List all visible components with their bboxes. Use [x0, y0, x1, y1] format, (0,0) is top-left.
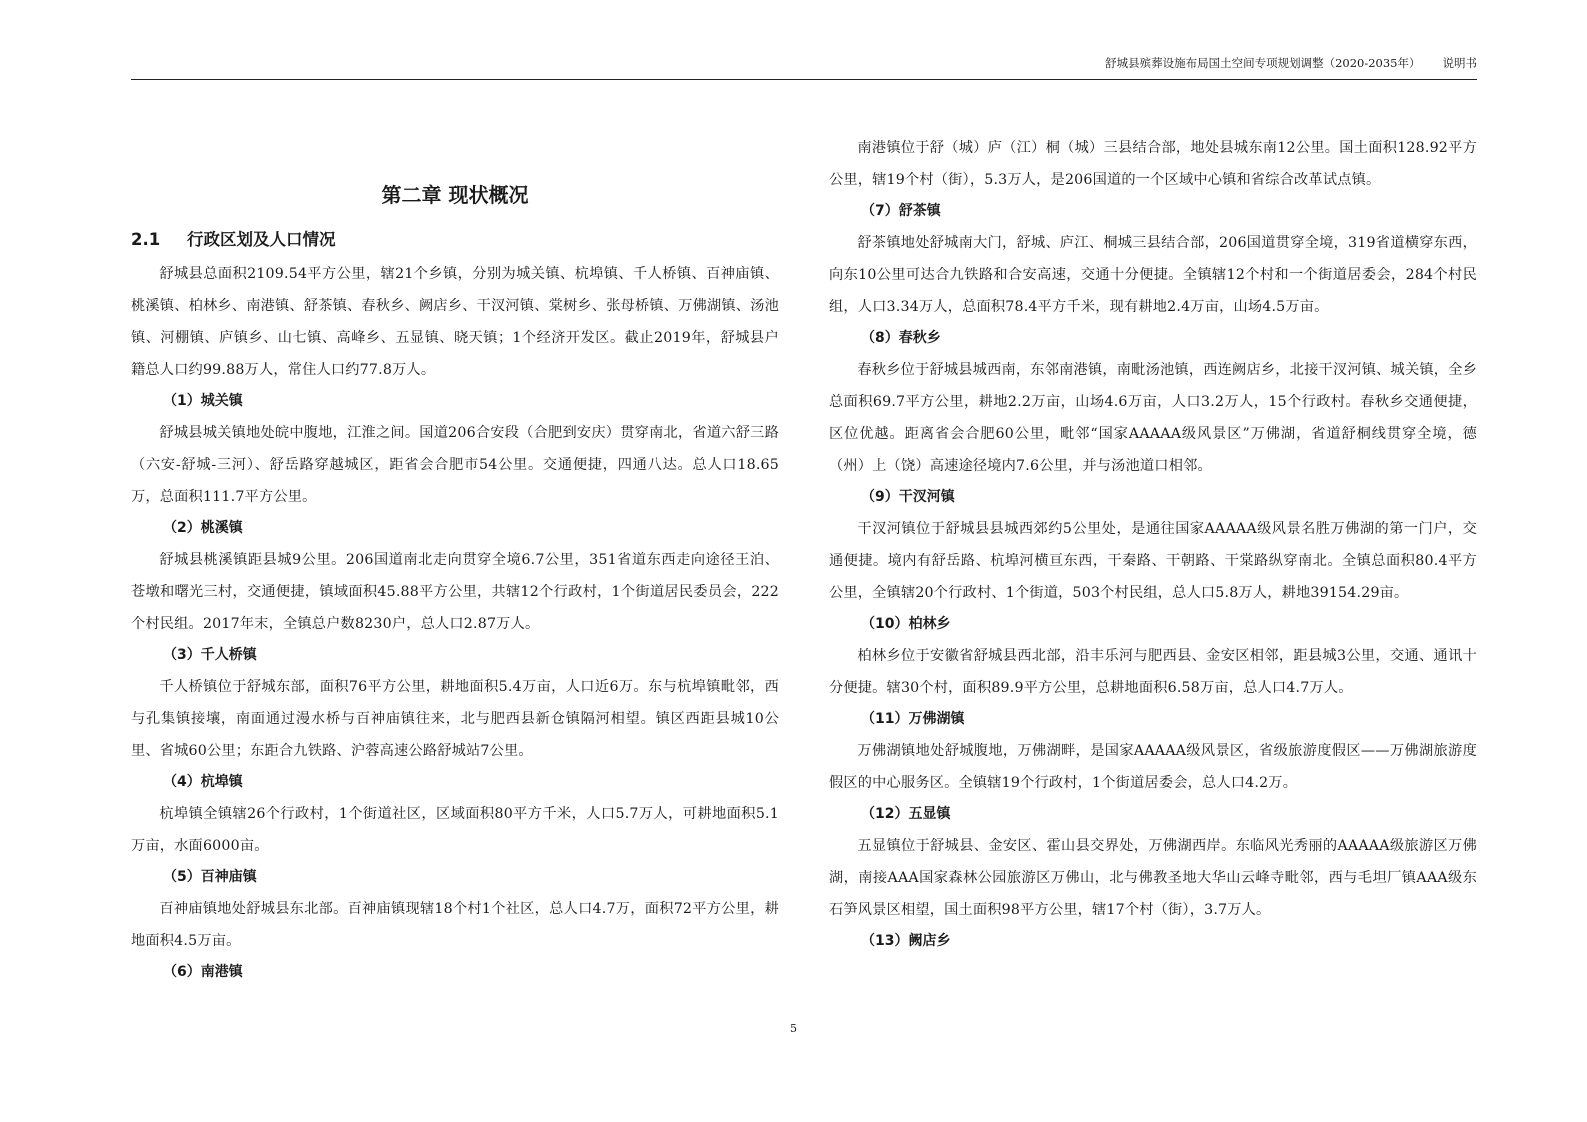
subheading: （2）桃溪镇	[163, 520, 243, 536]
page-number: 5	[790, 1022, 797, 1035]
paragraph: 春秋乡位于舒城县城西南，东邻南港镇，南毗汤池镇，西连阙店乡，北接干汊河镇、城关镇，全乡总面积69.7平方公里，耕地2.2万亩，山场4.6万亩，人口3.2万人，15个行政村。春秋乡交通便捷，区位优越。距离省会合肥60公里，毗邻“国家AAAAA级风景区”万佛湖，省道舒桐线贯穿全境，德（州）上（饶）高速途径境内7.6公里，并与汤池道口相邻。	[829, 362, 1477, 474]
subheading: （13）阙店乡	[861, 933, 951, 949]
subheading: （11）万佛湖镇	[861, 711, 965, 727]
section-title	[131, 222, 779, 258]
lead-paragraph: 南港镇位于舒（城）庐（江）桐（城）三县结合部，地处县城东南12公里。国土面积128.92平方公里，辖19个村（街），5.3万人，是206国道的一个区域中心镇和省综合改革试点镇。	[829, 140, 1477, 188]
subheading: （6）南港镇	[163, 964, 243, 980]
subheading: （7）舒茶镇	[861, 203, 941, 219]
paragraph: 舒茶镇地处舒城南大门，舒城、庐江、桐城三县结合部，206国道贯穿全境，319省道横穿东西，向东10公里可达合九铁路和合安高速，交通十分便捷。全镇辖12个村和一个街道居委会，284个村民组，人口3.34万人，总面积78.4平方千米，现有耕地2.4万亩，山场4.5万亩。	[829, 235, 1477, 315]
left-column	[131, 132, 779, 988]
paragraph: 干汊河镇位于舒城县县城西郊约5公里处，是通往国家AAAAA级风景名胜万佛湖的第一门户，交通便捷。境内有舒岳路、杭埠河横亘东西，干秦路、干朝路、干棠路纵穿南北。全镇总面积80.4平方公里，全镇辖20个行政村、1个街道，503个村民组，总人口5.8万人，耕地39154.29亩。	[829, 521, 1477, 601]
paragraph: 千人桥镇位于舒城东部，面积76平方公里，耕地面积5.4万亩，人口近6万。东与杭埠镇毗邻，西与孔集镇接壤，南面通过漫水桥与百神庙镇往来，北与肥西县新仓镇隔河相望。镇区西距县城10公里、省城60公里；东距合九铁路、沪蓉高速公路舒城站7公里。	[131, 679, 779, 759]
paragraph: 柏林乡位于安徽省舒城县西北部，沿丰乐河与肥西县、金安区相邻，距县城3公里，交通、通讯十分便捷。辖30个村，面积89.9平方公里，总耕地面积6.58万亩，总人口4.7万人。	[829, 648, 1477, 696]
subheading: （9）干汊河镇	[861, 489, 955, 505]
subheading: （3）千人桥镇	[163, 647, 257, 663]
header-doc-type: 说明书	[1442, 56, 1477, 70]
section-title-text: 行政区划及人口情况	[187, 230, 336, 249]
header-rule	[131, 79, 1477, 80]
intro-paragraph: 舒城县总面积2109.54平方公里，辖21个乡镇，分别为城关镇、杭埠镇、千人桥镇、百神庙镇、桃溪镇、柏林乡、南港镇、舒茶镇、春秋乡、阙店乡、干汊河镇、棠树乡、张母桥镇、万佛湖镇、汤池镇、河棚镇、庐镇乡、山七镇、高峰乡、五显镇、晓天镇；1个经济开发区。截止2019年，舒城县户籍总人口约99.88万人，常住人口约77.8万人。	[131, 266, 779, 378]
section-number: 2.1	[131, 230, 161, 249]
right-column	[829, 132, 1477, 957]
subheading: （1）城关镇	[163, 393, 243, 409]
chapter-title: 第二章 现状概况	[381, 183, 529, 207]
paragraph: 杭埠镇全镇辖26个行政村，1个街道社区，区域面积80平方千米，人口5.7万人，可耕地面积5.1万亩，水面6000亩。	[131, 806, 779, 854]
paragraph: 五显镇位于舒城县、金安区、霍山县交界处，万佛湖西岸。东临风光秀丽的AAAAA级旅游区万佛湖，南接AAA国家森林公园旅游区万佛山，北与佛教圣地大华山云峰寺毗邻，西与毛坦厂镇AAA级东石笋风景区相望，国土面积98平方公里，辖17个村（街），3.7万人。	[829, 838, 1477, 918]
header-title: 舒城县殡葬设施布局国土空间专项规划调整（2020-2035年）	[1105, 56, 1421, 70]
subheading: （10）柏林乡	[861, 616, 951, 632]
subheading: （5）百神庙镇	[163, 869, 257, 885]
paragraph: 百神庙镇地处舒城县东北部。百神庙镇现辖18个村1个社区，总人口4.7万，面积72平方公里，耕地面积4.5万亩。	[131, 901, 779, 949]
paragraph: 舒城县城关镇地处皖中腹地，江淮之间。国道206合安段（合肥到安庆）贯穿南北，省道六舒三路（六安-舒城-三河）、舒岳路穿越城区，距省会合肥市54公里。交通便捷，四通八达。总人口18.65万，总面积111.7平方公里。	[131, 425, 779, 505]
subheading: （8）春秋乡	[861, 330, 941, 346]
paragraph: 舒城县桃溪镇距县城9公里。206国道南北走向贯穿全境6.7公里，351省道东西走向途径王泊、苍墩和曙光三村，交通便捷，镇域面积45.88平方公里，共辖12个行政村，1个街道居民委员会，222个村民组。2017年末，全镇总户数8230户，总人口2.87万人。	[131, 552, 779, 632]
paragraph: 万佛湖镇地处舒城腹地，万佛湖畔，是国家AAAAA级风景区，省级旅游度假区——万佛湖旅游度假区的中心服务区。全镇辖19个行政村，1个街道居委会，总人口4.2万。	[829, 743, 1477, 791]
subheading: （12）五显镇	[861, 806, 951, 822]
subheading: （4）杭埠镇	[163, 774, 243, 790]
page-header	[131, 56, 1477, 78]
